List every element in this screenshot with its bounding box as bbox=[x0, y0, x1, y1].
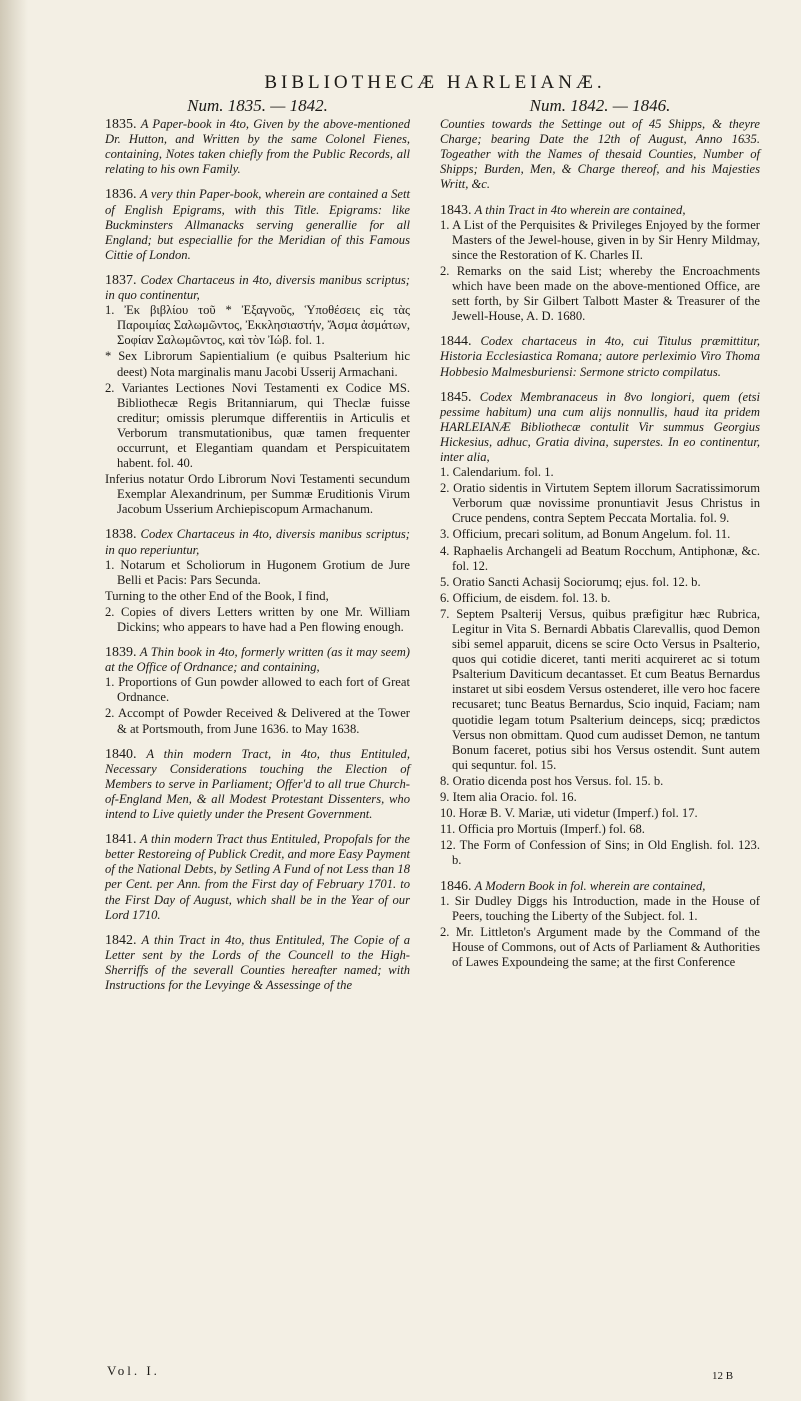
entry-item: 2. Variantes Lectiones Novi Testamenti ex Codice MS. Bibliothecæ Regis Britanniarum, qui Theclæ fuisse creditur; omissis plerumque differentiis in Articulis et Verborum transmutationibus, quæ tamen frequenter occurrunt, et Elegantiam quandam et Perspicuitatem habent. fol. 40. bbox=[105, 380, 410, 471]
entry-description: Codex Chartaceus in 4to, diversis manibus scriptus; in quo continentur, bbox=[105, 272, 410, 303]
entry-number: 1842. bbox=[105, 932, 137, 948]
entry-description: A very thin Paper-book, wherein are contained a Sett of English Epigrams, with this Title. Epigrams: like Buckminsters Allmanacks serving generallie for all England; but especiallie for the Meridian of this Famous Cittie of London. bbox=[105, 187, 410, 262]
entry-description: Codex Chartaceus in 4to, diversis manibus scriptus; in quo reperiuntur, bbox=[105, 527, 410, 557]
entry-item: 4. Raphaelis Archangeli ad Beatum Rocchum, Antiphonæ, &c. fol. 12. bbox=[440, 543, 760, 573]
entry-description: A Modern Book in fol. wherein are contained, bbox=[474, 878, 706, 893]
entry-item: 1. Ἐκ βιβλίου τοῦ * Ἐξαγνοῦς, Ὑποθέσεις εἰς τὰς Παροιμίας Σαλωμῶντος, Ἐκκλησιαστήν, Ἄσμα ἀσμάτων, Σοφίαν Σαλωμῶντος, καὶ τὸν Ἰώβ. fol. 1. bbox=[105, 303, 410, 348]
entry-description: Counties towards the Settinge out of 45 Shipps, & theyre Charge; bearing Date the 12th of August, Anno 1635. Togeather with the Names of thesaid Counties, Number of Shipps; Burden, Men, & Charge thereof, and his Majesties Writt, &c. bbox=[440, 117, 760, 192]
catalogue-entry bbox=[105, 273, 410, 518]
catalogue-entry bbox=[440, 390, 760, 869]
entry-item: Turning to the other End of the Book, I find, bbox=[105, 588, 329, 603]
entry-item: 2. Oratio sidentis in Virtutem Septem illorum Sacratissimorum Verborum quæ novissime pronuntiavit Jesus Christus in Cruce pendens, contra Septem Peccata Mortalia. fol. 9. bbox=[440, 481, 760, 526]
catalogue-entry bbox=[105, 747, 410, 822]
entry-description: Codex Membranaceus in 8vo longiori, quem (etsi pessime habitum) una cum alijs nonnullis, haud ita pridem HARLEIANÆ Bibliothecæ contulit Vir summus Georgius Hickesius, adhuc, Gratia divina, superstes. In eo continentur, inter alia, bbox=[440, 389, 760, 464]
catalogue-entry bbox=[440, 117, 760, 192]
signature-mark: 12 B bbox=[712, 1370, 734, 1382]
running-head: BIBLIOTHECÆ HARLEIANÆ. bbox=[264, 72, 606, 93]
entry-number: 1835. bbox=[105, 117, 137, 133]
entry-item: 2. Accompt of Powder Received & Delivered at the Tower & at Portsmouth, from June 1636. to May 1638. bbox=[105, 706, 410, 736]
entry-item: 9. Item alia Oracio. fol. 16. bbox=[440, 790, 577, 805]
entry-description: A thin Tract in 4to, thus Entituled, The Copie of a Letter sent by the Lords of the Councell to the High-Sherriffs of the severall Counties hereafter named; with Instructions for the Levyinge & Assessinge of the bbox=[105, 932, 410, 992]
entry-number: 1844. bbox=[440, 334, 472, 350]
entry-description: A Paper-book in 4to, Given by the above-mentioned Dr. Hutton, and Written by the same Colonel Fienes, containing, Notes taken chiefly from the Public Records, all relating to his own Family. bbox=[105, 117, 410, 177]
left-entries bbox=[105, 117, 410, 993]
catalogue-entry bbox=[105, 117, 410, 177]
entry-item: 5. Oratio Sancti Achasij Sociorumq; ejus. fol. 12. b. bbox=[440, 574, 701, 589]
entry-item: 2. Mr. Littleton's Argument made by the Command of the House of Commons, out of Acts of Parliament & Authorities of Lawes Expoundeing the same; at the first Conference bbox=[440, 924, 760, 969]
entry-number: 1839. bbox=[105, 645, 137, 661]
entry-item: 12. The Form of Confession of Sins; in Old English. fol. 123. b. bbox=[440, 838, 760, 868]
catalogue-entry bbox=[105, 832, 410, 923]
entry-item: 1. Notarum et Scholiorum in Hugonem Grotium de Jure Belli et Pacis: Pars Secunda. bbox=[105, 557, 410, 587]
entry-item: 1. A List of the Perquisites & Privileges Enjoyed by the former Masters of the Jewel-house, given in by Sir Henry Mildmay, since the Restoration of K. Charles II. bbox=[440, 217, 760, 262]
catalogue-entry bbox=[440, 879, 760, 971]
entry-item: 2. Copies of divers Letters written by one Mr. William Dickins; who appears to have had a Pen flowing enough. bbox=[105, 604, 410, 634]
entry-item: * Sex Librorum Sapientialium (e quibus Psalterium hic deest) Nota marginalis manu Jacobi Usserij Armachani. bbox=[105, 349, 410, 379]
left-column-header: Num. 1835. — 1842. bbox=[187, 96, 328, 115]
entry-item: Inferius notatur Ordo Librorum Novi Testamenti secundum Exemplar Alexandrinum, per Summæ Eruditionis Virum Jacobum Usserium Archiepiscopum Armachanum. bbox=[105, 472, 410, 517]
entry-number: 1840. bbox=[105, 746, 137, 762]
entry-item: 1. Proportions of Gun powder allowed to each fort of Great Ordnance. bbox=[105, 675, 410, 705]
entry-item: 11. Officia pro Mortuis (Imperf.) fol. 68. bbox=[440, 822, 645, 837]
volume-label: Vol. I. bbox=[107, 1363, 160, 1378]
catalogue-entry bbox=[440, 334, 760, 379]
catalogue-entry bbox=[105, 527, 410, 635]
entry-number: 1843. bbox=[440, 202, 472, 218]
catalogue-entry bbox=[105, 645, 410, 737]
entry-item: 1. Calendarium. fol. 1. bbox=[440, 465, 554, 480]
entry-number: 1836. bbox=[105, 187, 137, 203]
entry-description: Codex chartaceus in 4to, cui Titulus præmittitur, Historia Ecclesiastica Romana; autore perleximio Viro Thoma Hobbesio Malmesburiensi: Sermone stricto compilatus. bbox=[440, 334, 760, 379]
entry-item: 1. Sir Dudley Diggs his Introduction, made in the House of Peers, touching the Liberty of the Subject. fol. 1. bbox=[440, 893, 760, 923]
right-column bbox=[440, 98, 760, 980]
entry-description: A Thin book in 4to, formerly written (as it may seem) at the Office of Ordnance; and containing, bbox=[105, 645, 410, 675]
entry-description: A thin modern Tract thus Entituled, Propofals for the better Restoreing of Publick Credit, and more Easy Payment of the National Debts, by Setling A Fund of not Less than 18 per Cent. per Ann. from the First day of February 1701. to the First Day of August, which shall be in the Year of our Lord 1710. bbox=[105, 832, 410, 922]
catalogue-entry bbox=[105, 187, 410, 262]
right-column-header: Num. 1842. — 1846. bbox=[529, 96, 671, 115]
entry-item: 6. Officium, de eisdem. fol. 13. b. bbox=[440, 590, 611, 605]
binding-shadow bbox=[0, 0, 28, 1401]
right-entries bbox=[440, 117, 760, 970]
catalogue-entry bbox=[105, 933, 410, 993]
entry-item: 7. Septem Psalterij Versus, quibus præfigitur hæc Rubrica, Legitur in Vita S. Bernardi Abbatis Clarevallis, quod Demon sibi semel apparuit, dicens se scire Octo Versus in Psalterio, quos qui cotidie diceret, tanti meriti acquireret ac si totum Psalterium Daviticum decantasset. Et cum Beatus Bernardus instaret ut sibi eosdem Versus ostenderet, ille vero hoc facere recusaret; tunc Beatus Bernardus, Scio inquid, Faciam; nam quotidie legam totum Psalterium deinceps, sicq; prædictos Versus non obmittam. Quod cum audisset Demon, ne tantum Bonum faceret, potius sibi hos Versus ostendit. Sunt autem qui sequntur. fol. 15. bbox=[440, 606, 760, 772]
entry-description: A thin Tract in 4to wherein are contained, bbox=[474, 202, 686, 217]
entry-number: 1841. bbox=[105, 832, 137, 848]
entry-item: 10. Horæ B. V. Mariæ, uti videtur (Imperf.) fol. 17. bbox=[440, 806, 698, 821]
left-column bbox=[105, 98, 410, 1003]
entry-number: 1837. bbox=[105, 272, 137, 288]
entry-description: A thin modern Tract, in 4to, thus Entituled, Necessary Considerations touching the Election of Members to serve in Parliament; Offer'd to all true Church-of-England Men, & all Modest Protestant Dissenters, who intend to Live quietly under the Present Government. bbox=[105, 746, 410, 822]
entry-item: 2. Remarks on the said List; whereby the Encroachments which have been made on the above-mentioned Office, are sett forth, by Sir Gilbert Talbott Master & Treasurer of the Jewell-House, A. D. 1680. bbox=[440, 263, 760, 324]
entry-number: 1838. bbox=[105, 527, 137, 543]
entry-item: 8. Oratio dicenda post hos Versus. fol. 15. b. bbox=[440, 773, 664, 788]
entry-number: 1846. bbox=[440, 878, 472, 894]
entry-number: 1845. bbox=[440, 389, 472, 405]
entry-item: 3. Officium, precari solitum, ad Bonum Angelum. fol. 11. bbox=[440, 527, 731, 542]
catalogue-entry bbox=[440, 203, 760, 325]
